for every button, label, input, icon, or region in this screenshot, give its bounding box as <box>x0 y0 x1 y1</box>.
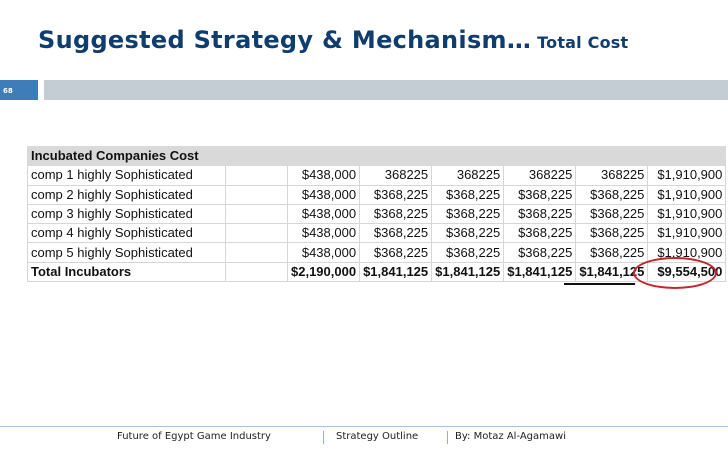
value-cell: $368,225 <box>576 185 648 204</box>
total-cell: $2,190,000 <box>288 262 360 281</box>
row-label: comp 5 highly Sophisticated <box>28 243 226 262</box>
value-cell: $368,225 <box>432 243 504 262</box>
table-row <box>28 166 726 185</box>
footer-rule <box>0 426 728 427</box>
value-cell: $368,225 <box>504 243 576 262</box>
row-total-cell: $1,910,900 <box>648 185 726 204</box>
table-row <box>28 204 726 223</box>
value-cell: $368,225 <box>360 204 432 223</box>
header-cell <box>576 147 648 166</box>
header-cell <box>288 147 360 166</box>
value-cell: $438,000 <box>288 224 360 243</box>
band-bar <box>44 80 728 100</box>
value-cell: $368,225 <box>576 243 648 262</box>
value-cell: $368,225 <box>504 204 576 223</box>
slide-title <box>38 26 628 54</box>
row-total-cell: $1,910,900 <box>648 224 726 243</box>
table-header-row <box>28 147 726 166</box>
value-cell: $368,225 <box>360 224 432 243</box>
total-cell: $1,841,125 <box>576 262 648 281</box>
value-cell: $368,225 <box>576 224 648 243</box>
title-band <box>0 80 728 100</box>
total-cell: $1,841,125 <box>360 262 432 281</box>
row-total-cell: $1,910,900 <box>648 204 726 223</box>
value-cell: 368225 <box>432 166 504 185</box>
header-cell <box>504 147 576 166</box>
value-cell: $438,000 <box>288 166 360 185</box>
table-row <box>28 224 726 243</box>
value-cell: $368,225 <box>432 224 504 243</box>
header-cell <box>432 147 504 166</box>
value-cell: $368,225 <box>360 243 432 262</box>
value-cell: 368225 <box>504 166 576 185</box>
slide-number: 68 <box>0 80 38 100</box>
value-cell: $438,000 <box>288 204 360 223</box>
footer-right: By: Motaz Al-Agamawi <box>455 431 566 442</box>
total-cell: $1,841,125 <box>432 262 504 281</box>
slide-subtitle: Total Cost <box>537 33 629 52</box>
row-label: comp 2 highly Sophisticated <box>28 185 226 204</box>
total-row <box>28 262 726 281</box>
header-cell <box>226 147 288 166</box>
value-cell: $368,225 <box>504 224 576 243</box>
total-underline <box>564 283 635 285</box>
value-cell: $368,225 <box>360 185 432 204</box>
cost-table <box>27 146 726 282</box>
table-row <box>28 243 726 262</box>
grand-total-cell: $9,554,500 <box>648 262 726 281</box>
footer-middle: Strategy Outline <box>336 431 419 442</box>
blank-cell <box>226 243 288 262</box>
table-row <box>28 185 726 204</box>
value-cell: 368225 <box>360 166 432 185</box>
value-cell: $368,225 <box>432 185 504 204</box>
value-cell: $438,000 <box>288 185 360 204</box>
blank-cell <box>226 262 288 281</box>
value-cell: 368225 <box>576 166 648 185</box>
row-label: comp 3 highly Sophisticated <box>28 204 226 223</box>
row-total-cell: $1,910,900 <box>648 243 726 262</box>
table-header: Incubated Companies Cost <box>28 147 226 166</box>
total-label: Total Incubators <box>28 262 226 281</box>
blank-cell <box>226 204 288 223</box>
grand-total-highlight-ellipse <box>633 257 717 289</box>
row-total-cell: $1,910,900 <box>648 166 726 185</box>
row-label: comp 1 highly Sophisticated <box>28 166 226 185</box>
slide-title-text: Suggested Strategy & Mechanism… <box>38 26 532 54</box>
blank-cell <box>226 166 288 185</box>
value-cell: $438,000 <box>288 243 360 262</box>
header-cell <box>648 147 726 166</box>
total-cell: $1,841,125 <box>504 262 576 281</box>
header-cell <box>360 147 432 166</box>
row-label: comp 4 highly Sophisticated <box>28 224 226 243</box>
value-cell: $368,225 <box>576 204 648 223</box>
value-cell: $368,225 <box>432 204 504 223</box>
footer-left: Future of Egypt Game Industry <box>117 431 271 442</box>
footer-separator <box>447 431 448 444</box>
blank-cell <box>226 185 288 204</box>
value-cell: $368,225 <box>504 185 576 204</box>
blank-cell <box>226 224 288 243</box>
footer-separator <box>323 431 324 444</box>
